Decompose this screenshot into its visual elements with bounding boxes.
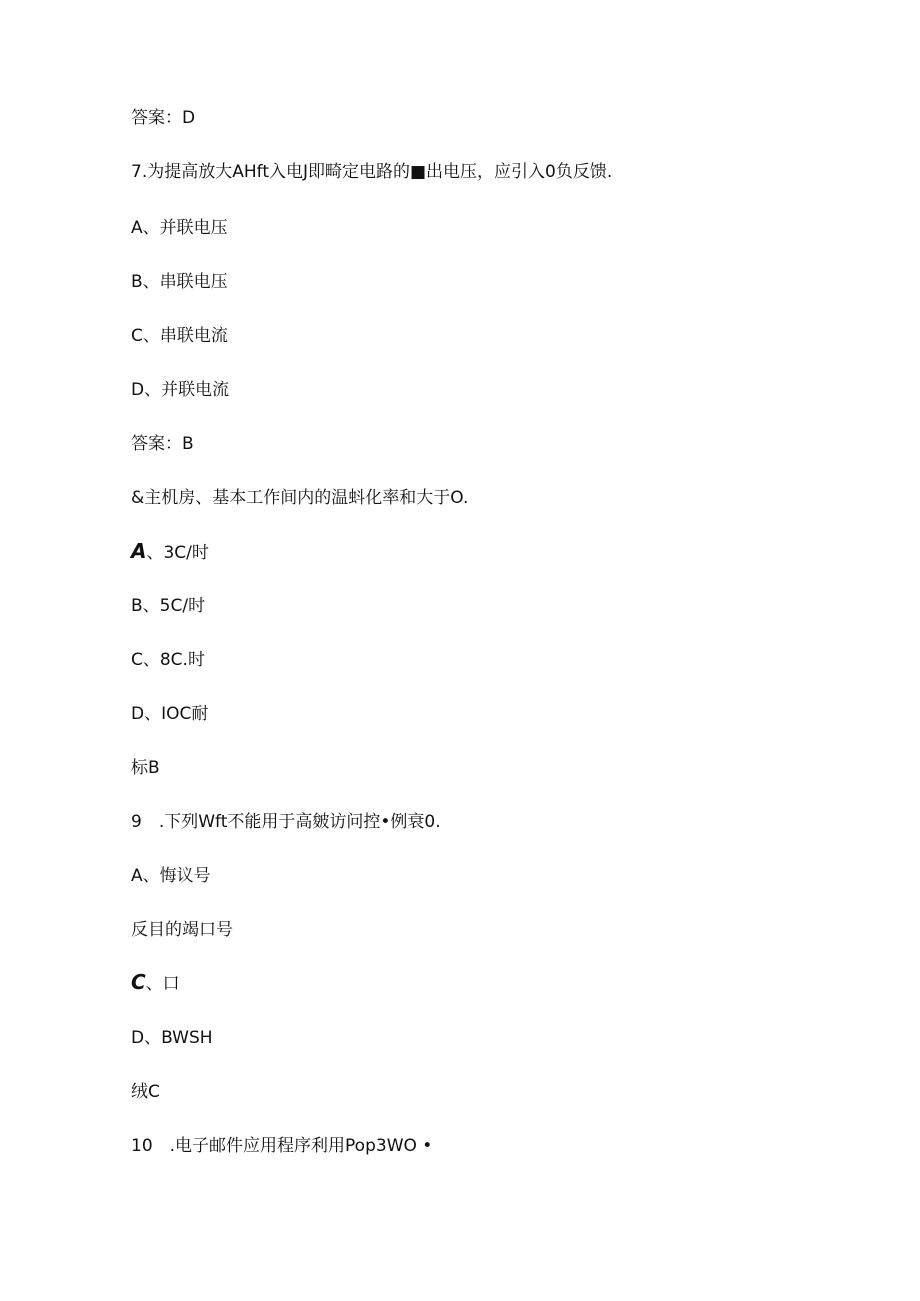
question-9: 9 .下列Wft不能用于高皴访问控•例衰0. — [131, 812, 441, 832]
option-d: D、并联电流 — [131, 380, 230, 400]
option-a: A、悔议号 — [131, 866, 211, 886]
answer-line: 答案：B — [131, 434, 194, 454]
option-b: B、5C/时 — [131, 596, 206, 616]
option-d: D、BWSH — [131, 1028, 213, 1048]
answer-line: 绒C — [131, 1082, 160, 1102]
option-d: D、IOC耐 — [131, 704, 209, 724]
option-letter: A — [131, 539, 147, 563]
option-text: 、口 — [145, 974, 180, 994]
question-10: 10 .电子邮件应用程序利用Pop3WO • — [131, 1136, 433, 1156]
option-c — [131, 971, 180, 995]
option-c: C、8C.时 — [131, 650, 205, 670]
option-text: 、3C/时 — [146, 543, 209, 563]
answer-line: 标B — [131, 758, 160, 778]
option-b: B、串联电压 — [131, 272, 228, 292]
option-b: 反目的竭口号 — [131, 920, 233, 940]
question-8: &主机房、基本工作间内的温蚪化率和大于O. — [131, 488, 469, 508]
answer-line: 答案：D — [131, 108, 196, 128]
option-letter: C — [131, 970, 146, 994]
question-7: 7.为提高放大AHft入电J即畸定电路的■出电压，应引入0负反馈. — [131, 162, 613, 182]
option-a — [131, 540, 209, 564]
option-c: C、串联电流 — [131, 326, 228, 346]
option-a: A、并联电压 — [131, 218, 228, 238]
